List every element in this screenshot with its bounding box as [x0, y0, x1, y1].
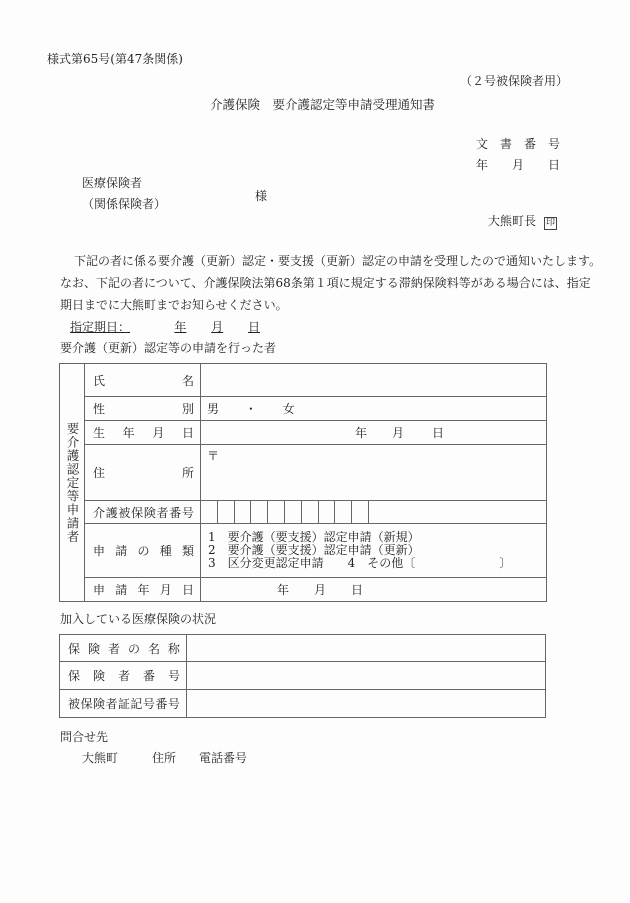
table-row — [60, 397, 547, 421]
section2-title: 加入している医療保険の状況 — [60, 612, 217, 626]
digit-box[interactable] — [235, 501, 252, 523]
digit-box[interactable] — [218, 501, 235, 523]
deadline: 指定期日： 年 月 日 — [70, 320, 261, 334]
table-row — [60, 662, 546, 690]
insurer-name-field[interactable] — [187, 635, 546, 662]
addressee-line1: 医療保険者 — [82, 176, 143, 190]
name-field[interactable] — [201, 364, 547, 397]
table-row — [60, 635, 546, 662]
applicant-group-label: 要介護認定等申請者 — [60, 364, 85, 602]
insurance-table — [59, 634, 546, 718]
postal-mark-icon: 〒 — [207, 449, 220, 463]
application-date-field[interactable]: 年 月 日 — [201, 578, 547, 602]
table-row — [60, 364, 547, 397]
application-type-option[interactable]: 2 要介護（要支援）認定申請（更新） — [208, 543, 420, 557]
doc-number-label: 文 書 番 号 — [476, 137, 560, 151]
application-type-field — [201, 524, 547, 578]
row-label-insured-number: 介 護 被 保 険 者 番 号 — [85, 501, 201, 524]
sender — [488, 212, 557, 230]
table-row — [60, 445, 547, 501]
seal-icon: 印 — [546, 218, 556, 228]
row-label-name: 氏 名 — [85, 364, 201, 397]
table-row — [60, 421, 547, 445]
body-line1: 下記の者に係る要介護（更新）認定・要支援（更新）認定の申請を受理したので通知いたします。 — [74, 254, 602, 268]
body-line2: なお、下記の者について、介護保険法第68条第１項に規定する滞納保険料等がある場合には、指定 — [60, 276, 591, 290]
card-number-field[interactable] — [187, 690, 546, 718]
row-label-sex: 性 別 — [85, 397, 201, 421]
deadline-label: 指定期日： — [70, 320, 131, 334]
row-label-insurer-number: 保 険 者 番 号 — [60, 662, 187, 690]
form-number: 様式第65号(第47条関係) — [47, 52, 183, 66]
contact-phone-label: 電話番号 — [199, 751, 248, 765]
address-field[interactable] — [201, 445, 547, 501]
table-row — [60, 501, 547, 524]
contact-org: 大熊町 — [82, 751, 119, 765]
row-label-application-date: 申 請 年 月 日 — [85, 578, 201, 602]
contact-address-label: 住所 — [152, 751, 177, 765]
digit-box[interactable] — [335, 501, 352, 523]
application-type-option[interactable]: 1 要介護（要支援）認定申請（新規） — [208, 530, 420, 544]
birthdate-field[interactable]: 年 月 日 — [201, 421, 547, 445]
digit-box[interactable] — [302, 501, 319, 523]
digit-box[interactable] — [285, 501, 302, 523]
addressee-line2: （関係保険者） — [82, 197, 167, 211]
sex-field[interactable]: 男 ・ 女 — [201, 397, 547, 421]
option-male[interactable]: 男 — [207, 402, 220, 416]
section1-title: 要介護（更新）認定等の申請を行った者 — [60, 341, 277, 355]
addressee-honorific: 様 — [255, 189, 268, 203]
digit-box[interactable] — [352, 501, 369, 523]
issue-date: 年 月 日 — [476, 158, 560, 172]
insurer-number-field[interactable] — [187, 662, 546, 690]
row-label-application-type: 申 請 の 種 類 — [85, 524, 201, 578]
option-female[interactable]: 女 — [282, 402, 295, 416]
row-label-birthdate: 生 年 月 日 — [85, 421, 201, 445]
digit-box[interactable] — [201, 501, 218, 523]
page-title: 介護保険 要介護認定等申請受理通知書 — [210, 97, 436, 112]
digit-box[interactable] — [251, 501, 268, 523]
usage-note: （２号被保険者用） — [460, 74, 569, 88]
digit-box[interactable] — [268, 501, 285, 523]
body-line3: 期日までに大熊町までお知らせください。 — [60, 298, 288, 312]
table-row — [60, 524, 547, 578]
table-row — [60, 690, 546, 718]
row-label-card-number: 被 保 険 者 証 記 号 番 号 — [60, 690, 187, 718]
digit-box[interactable] — [319, 501, 336, 523]
contact-title: 問合せ先 — [60, 730, 109, 744]
applicant-table — [59, 363, 547, 602]
sender-name: 大熊町長 — [488, 214, 537, 228]
row-label-insurer-name: 保 険 者 の 名 称 — [60, 635, 187, 662]
insured-number-field[interactable] — [201, 501, 547, 524]
table-row — [60, 578, 547, 602]
application-type-option[interactable]: 3 区分変更認定申請 4 その他〔 〕 — [208, 556, 512, 570]
row-label-address: 住 所 — [85, 445, 201, 501]
